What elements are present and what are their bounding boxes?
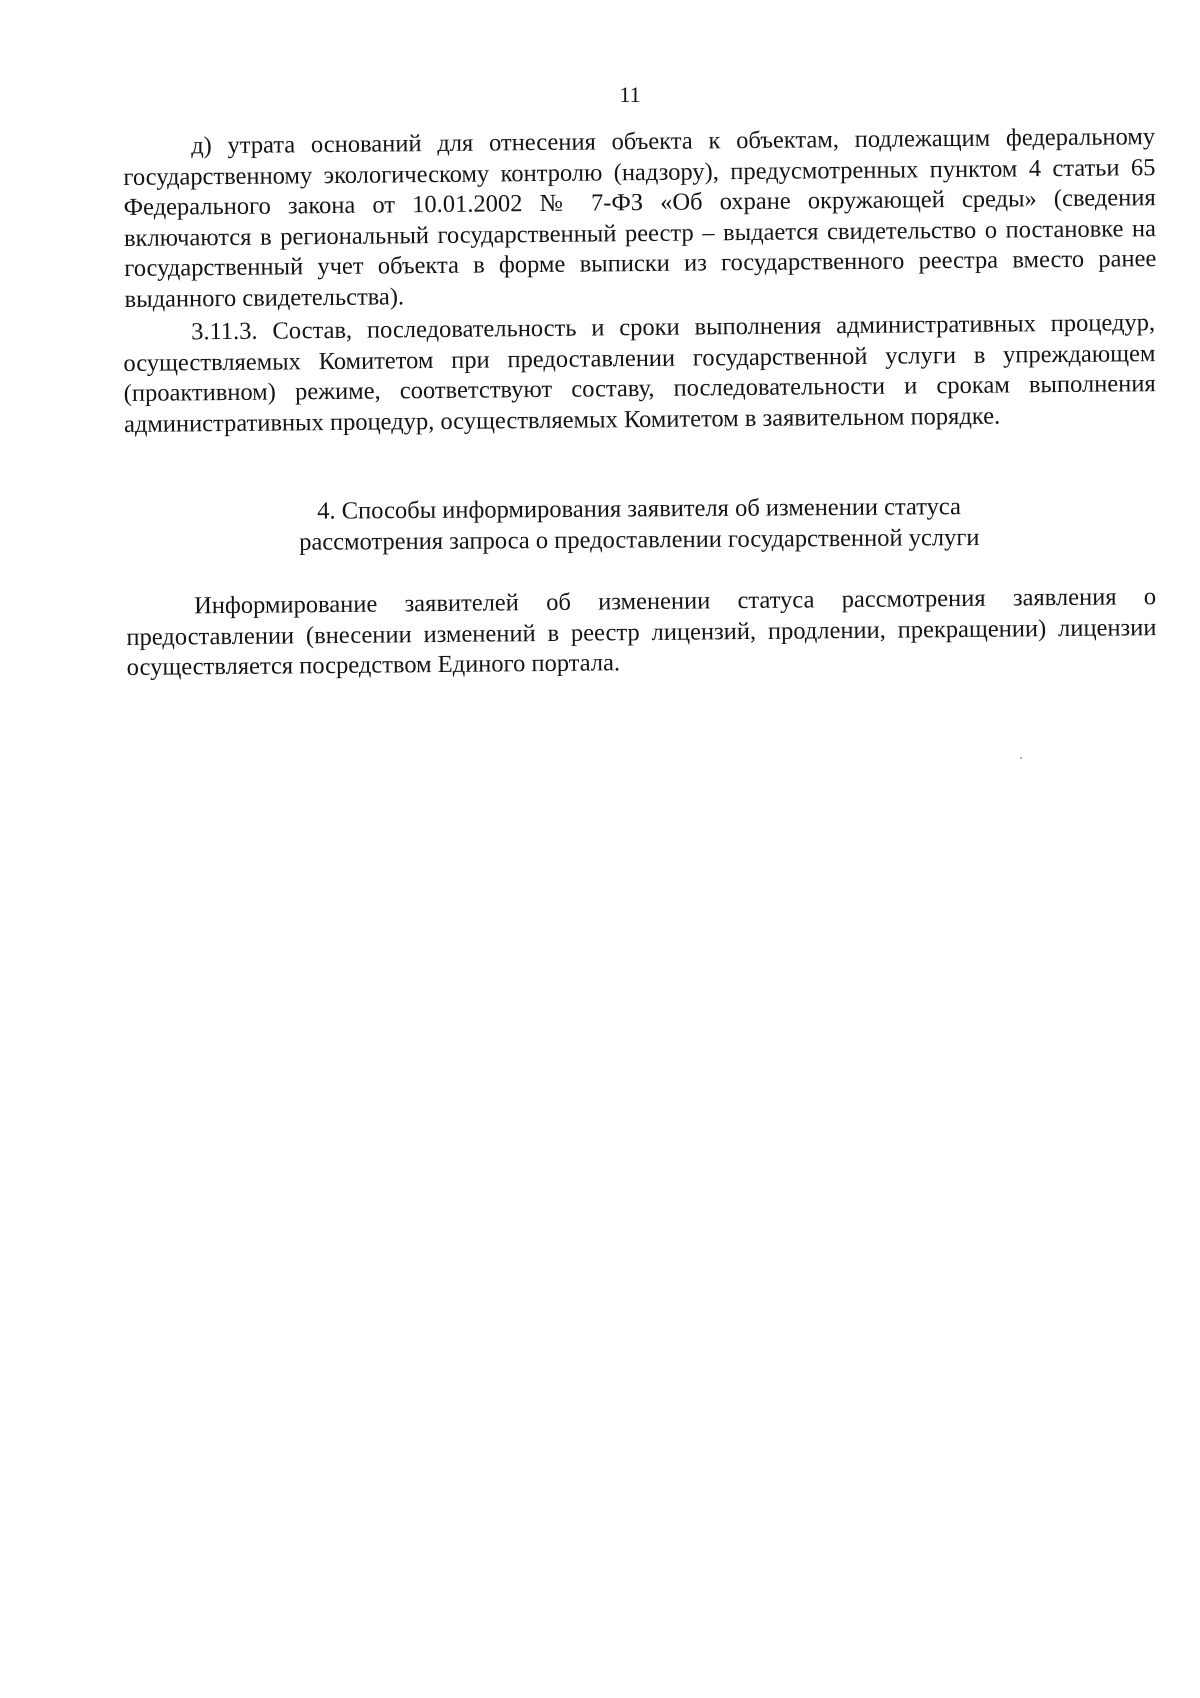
paragraph-item-d-text: д) утрата оснований для отнесения объекта к объектам, подлежащим федеральному государственному экологическому контролю (надзору), предусмотренных пунктом 4 статьи 65 Федерального закона от 10.01.2002 № 7-ФЗ «Об охране окружающей среды» (сведения включаются в региональный государственный реестр – выдается свидетельство о постановке на государственный учет объекта в форме выписки из государственного реестра вместо ранее выданного свидетельства). — [123, 123, 1157, 313]
section-4-heading — [123, 490, 1155, 559]
paragraph-clause-3-11-3-text: 3.11.3. Состав, последовательность и сроки выполнения административных процедур, осуществляемых Комитетом при предоставлении государственной услуги в упреждающем (проактивном) режиме, соответствуют составу, последовательности и срокам выполнения административных процедур, осуществляемых Комитетом в заявительном порядке. — [123, 309, 1156, 438]
section-4-paragraph-text: Информирование заявителей об изменении статуса рассмотрения заявления о предоставлении (внесении изменений в реестр лицензий, продлении, прекращении) лицензии осуществляется посредством Единого портала. — [126, 583, 1157, 681]
page-number: 11 — [619, 82, 641, 107]
section-4-heading-line-1: 4. Способы информирования заявителя об изменении статуса — [317, 493, 962, 525]
scan-speck — [1020, 757, 1022, 759]
section-4-paragraph — [126, 582, 1157, 683]
section-4-heading-line-2: рассмотрения запроса о предоставлении государственной услуги — [299, 524, 980, 556]
paragraph-clause-3-11-3 — [123, 308, 1156, 440]
paragraph-item-d — [123, 122, 1157, 315]
